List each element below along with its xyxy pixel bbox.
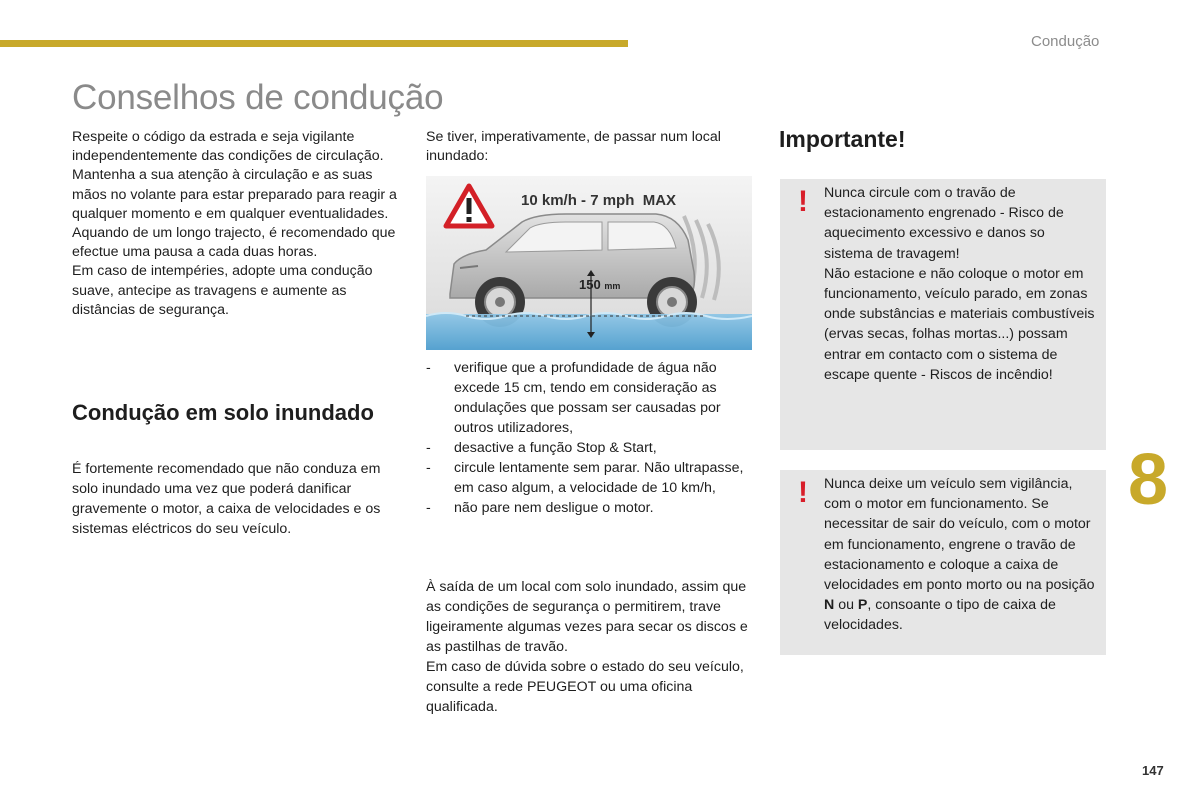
exclamation-icon: !	[798, 476, 808, 509]
intro-paragraph: Mantenha a sua atenção à circulação e as suas mãos no volante para estar preparado para reagir a qualquer momento e em qualquer eventualidades.	[72, 167, 397, 222]
intro-paragraph: Aquando de um longo trajecto, é recomendado que efectue uma pausa a cada duas horas.	[72, 225, 396, 261]
intro-text	[72, 128, 400, 320]
warning-text: Nunca circule com o travão de estacionamento engrenado - Risco de aquecimento excessivo e danos so sistema de travagem!	[824, 185, 1064, 262]
flooded-road-illustration	[426, 176, 752, 350]
list-item: - verifique que a profundidade de água não excede 15 cm, tendo em consideração as ondulações que possam ser causadas por outros utilizadores,	[426, 360, 721, 436]
warning-box	[780, 470, 1106, 655]
chapter-number: 8	[1128, 440, 1169, 520]
page-number: 147	[1142, 763, 1164, 778]
page-title: Conselhos de condução	[72, 78, 444, 117]
intro-paragraph: Respeite o código da estrada e seja vigilante independentemente das condições de circulação.	[72, 129, 384, 165]
warning-box	[780, 179, 1106, 450]
warning-text: Não estacione e não coloque o motor em funcionamento, veículo parado, em zonas onde substâncias e materiais combustíveis (ervas secas, folhas mortas...) possam entrar em contacto com o sistema de escape quente - Riscos de incêndio!	[824, 265, 1095, 383]
flooded-checklist	[426, 358, 756, 518]
warning-text: Nunca deixe um veículo sem vigilância, com o motor em funcionamento. Se necessitar de sair do veículo, com o motor em funcionamento, engrene o travão de estacionamento e coloque a caixa de velocidades em ponto morto ou na posição N ou P, consoante o tipo de caixa de velocidades.	[824, 476, 1095, 634]
list-item: - circule lentamente sem parar. Não ultrapasse, em caso algum, a velocidade de 10 km/h,	[426, 460, 744, 496]
exclamation-icon: !	[798, 185, 808, 218]
depth-label: 150 mm	[579, 277, 621, 292]
intro-paragraph: Em caso de intempéries, adopte uma condução suave, antecipe as travagens e aumente as distâncias de segurança.	[72, 263, 373, 318]
flooded-heading: Condução em solo inundado	[72, 400, 374, 425]
flooded-paragraph: É fortemente recomendado que não conduza em solo inundado uma vez que poderá danificar gravemente o motor, a caixa de velocidades e os sistemas eléctricos do seu veículo.	[72, 461, 381, 537]
important-heading: Importante!	[779, 126, 906, 152]
list-item: - desactive a função Stop & Start,	[426, 440, 657, 456]
list-item: - não pare nem desligue o motor.	[426, 500, 654, 516]
header-accent-bar	[0, 40, 628, 47]
speed-limit-label: 10 km/h - 7 mph MAX	[521, 192, 677, 209]
after-flood-paragraph: Em caso de dúvida sobre o estado do seu veículo, consulte a rede PEUGEOT ou uma oficina qualificada.	[426, 659, 744, 715]
after-flood-text	[426, 577, 756, 717]
after-flood-paragraph: À saída de um local com solo inundado, assim que as condições de segurança o permitirem, trave ligeiramente algumas vezes para secar os discos e as pastilhas de travão.	[426, 579, 748, 655]
flooded-lead-in: Se tiver, imperativamente, de passar num local inundado:	[426, 129, 721, 165]
section-label: Condução	[1031, 33, 1100, 50]
